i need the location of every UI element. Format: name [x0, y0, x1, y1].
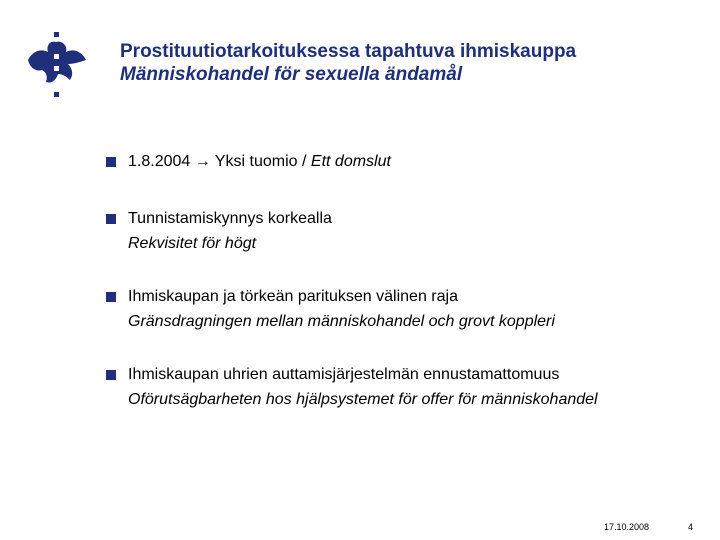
bullet-main-text: Tunnistamiskynnys korkealla [128, 210, 332, 227]
bullet-square-icon [106, 214, 116, 224]
bullet-sub-text: Gränsdragningen mellan människohandel och grovt koppleri [128, 313, 555, 330]
bullet-item [104, 363, 704, 408]
university-logo-icon [22, 30, 92, 100]
bullet-sub-text: Oförutsägbarheten hos hjälpsystemet för offer för människohandel [128, 391, 598, 408]
bullet-item [104, 285, 704, 330]
slide-title: Prostituutiotarkoituksessa tapahtuva ihmiskauppa [120, 41, 577, 62]
slide-header [120, 40, 576, 86]
bullet-square-icon [106, 157, 116, 167]
bullet-main-plain: 1.8.2004 → Yksi tuomio / [128, 153, 311, 170]
bullet-item [104, 207, 704, 252]
bullet-main-italic: Ett domslut [310, 153, 391, 170]
bullet-main-text [104, 150, 704, 174]
slide-subtitle: Människohandel för sexuella ändamål [120, 64, 463, 85]
footer-date: 17.10.2008 [604, 522, 650, 532]
bullet-list [104, 150, 704, 441]
bullet-item [104, 150, 704, 174]
bullet-sub-text: Rekvisitet för högt [128, 235, 257, 252]
bullet-main-text: Ihmiskaupan ja törkeän parituksen välinen raja [128, 288, 458, 305]
page-number: 4 [688, 522, 694, 532]
bullet-square-icon [106, 370, 116, 380]
bullet-main-text: Ihmiskaupan uhrien auttamisjärjestelmän ennustamattomuus [128, 366, 560, 383]
bullet-square-icon [106, 292, 116, 302]
